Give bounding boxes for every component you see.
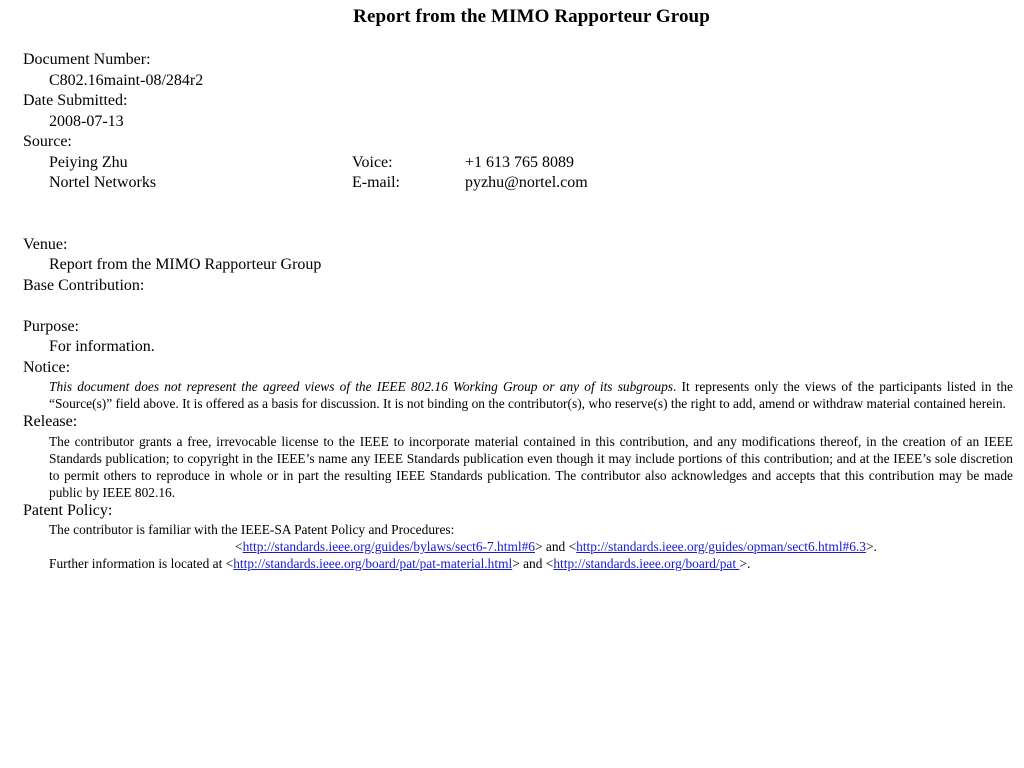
- source-row-2: [23, 173, 1013, 194]
- email-label: E-mail:: [352, 174, 400, 191]
- purpose-label: Purpose:: [23, 317, 79, 335]
- venue-value: Report from the MIMO Rapporteur Group: [49, 256, 322, 273]
- release-text: The contributor grants a free, irrevocable license to the IEEE to incorporate material contained in this contribution, and any modifications thereof, in the creation of an IEEE Standards publication; to copyright in the IEEE’s name any IEEE Standards publication even though it may include portions of this contribution; and at the IEEE’s sole discretion to permit others to reproduce in whole or in part the resulting IEEE Standards publication. The contributor also acknowledges and accepts that this contribution may be made public by IEEE 802.16.: [49, 433, 1013, 500]
- notice-rest: . It represents only the views of the participants listed in the “Source(s)” field above. It is offered as a basis for discussion. It is not binding on the contributor(s), who reserve(s) the right to add, amend or withdraw material contained herein.: [49, 379, 1013, 411]
- source-name: Peiying Zhu: [49, 153, 128, 171]
- bracket-text: >.: [865, 539, 877, 554]
- pat-material-link[interactable]: http://standards.ieee.org/board/pat/pat-material.html: [233, 556, 513, 571]
- notice-text: [23, 378, 1013, 412]
- source-row-1: [23, 153, 1013, 174]
- document-number-label: Document Number:: [23, 51, 151, 68]
- source-label: Source:: [23, 133, 72, 150]
- opman-link[interactable]: http://standards.ieee.org/guides/opman/sect6.html#6.3: [576, 539, 866, 554]
- spacer: [23, 194, 1013, 235]
- release-label: Release:: [23, 413, 78, 430]
- document-body: [23, 50, 1013, 572]
- bracket-text: <: [235, 539, 243, 554]
- base-contribution-label: Base Contribution:: [23, 276, 145, 294]
- purpose-value: For information.: [49, 338, 155, 355]
- further-info-text: Further information is located at <: [49, 556, 234, 571]
- patent-line-1: The contributor is familiar with the IEEE-SA Patent Policy and Procedures:: [49, 522, 455, 537]
- bylaws-link[interactable]: http://standards.ieee.org/guides/bylaws/sect6-7.html#6: [242, 539, 535, 554]
- venue-label: Venue:: [23, 235, 68, 253]
- bracket-text: >.: [739, 556, 751, 571]
- patent-line-2: [23, 538, 1013, 555]
- connector-text: > and <: [512, 556, 554, 571]
- document-number-value: C802.16maint-08/284r2: [49, 71, 204, 89]
- date-submitted-value: 2008-07-13: [49, 112, 124, 130]
- spacer: [23, 296, 1013, 317]
- voice-value: +1 613 765 8089: [465, 153, 575, 171]
- board-pat-link[interactable]: http://standards.ieee.org/board/pat: [553, 556, 740, 571]
- document-title: Report from the MIMO Rapporteur Group: [353, 6, 710, 27]
- patent-policy-label: Patent Policy:: [23, 501, 113, 519]
- voice-label: Voice:: [352, 153, 393, 171]
- notice-label: Notice:: [23, 358, 71, 376]
- date-submitted-label: Date Submitted:: [23, 92, 128, 109]
- email-value: pyzhu@nortel.com: [465, 174, 588, 191]
- connector-text: > and <: [535, 539, 577, 554]
- notice-italic: This document does not represent the agreed views of the IEEE 802.16 Working Group or any of its subgroups: [49, 379, 674, 394]
- patent-line-3: [23, 555, 1013, 572]
- source-org: Nortel Networks: [49, 174, 157, 191]
